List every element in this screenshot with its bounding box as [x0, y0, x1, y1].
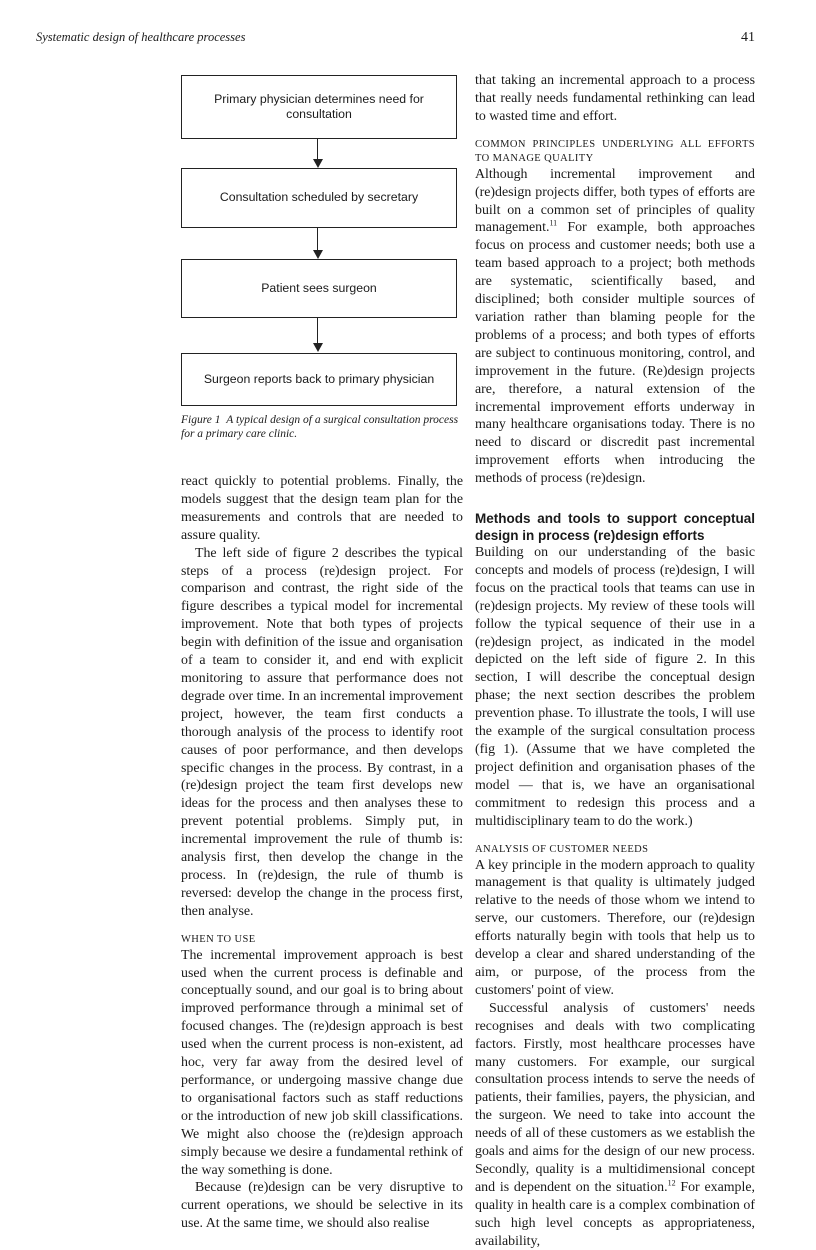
body-paragraph: Building on our understanding of the basic concepts and models of process (re)design, I will focus on the practical tools that teams can use in (re)design projects. My review of these tools will follow the typical sequence of their use in a (re)design project, as indicated in the model depicted on the left side of figure 2. In this section, I will describe the conceptual design phase; the next section describes the problem prevention phase. To illustrate the tools, I will use the example of the surgical consultation process (fig 1). (Assume that we have completed the project definition and organisation phases of the model — that is, we have an organisational commitment to redesign this process and a multidisciplinary team to do the work.): [475, 545, 755, 829]
arrow-head-icon: [313, 343, 323, 352]
flow-arrow-2: [317, 227, 318, 251]
text-span: For example, quality in health care is a complex combination of such high level concepts as appropriateness, availability,: [475, 1179, 755, 1249]
body-paragraph: Because (re)design can be very disruptive to current operations, we should be selective in its use. At the same time, we should also realise: [181, 1180, 463, 1232]
figure-1-caption: [181, 414, 461, 441]
page-number: 41: [741, 30, 755, 45]
subhead-customer-needs: ANALYSIS OF CUSTOMER NEEDS: [475, 843, 649, 855]
body-paragraph: react quickly to potential problems. Finally, the models suggest that the design team plan for the measurements and controls that are needed to assure quality.: [181, 474, 463, 543]
subhead-when-to-use: WHEN TO USE: [181, 933, 256, 945]
section-heading: Methods and tools to support conceptual design in process (re)design efforts: [475, 511, 755, 544]
text-span: Although incremental improvement and (re)design projects differ, both types of efforts are built on a common set of principles of quality management.: [475, 166, 755, 236]
arrow-head-icon: [313, 250, 323, 259]
flow-arrow-1: [317, 138, 318, 160]
left-column: [181, 473, 463, 1233]
body-paragraph: The left side of figure 2 describes the typical steps of a process (re)design project. For comparison and contrast, the right side of the figure describes a typical model for incremental improvement. Note that both types of projects begin with definition of the issue and organisation of a team to consider it, and end with explicit monitoring to assure that performance does not degrade over time. In an incremental improvement project, however, the team first conducts a thorough analysis of the process to identify root causes of poor performance, and then develops specific changes in the process. By contrast, in a (re)design project the team first develops new ideas for the process and then analyses these to prevent potential problems. Simply put, in incremental improvement the rule of thumb is: analysis first, then develop the change in the process. In (re)design, the rule of thumb is reversed: develop the change in the process first, then analyse.: [181, 545, 463, 919]
body-paragraph: The incremental improvement approach is best used when the current process is definable and conceptually sound, and our goal is to bring about improved performance through a minimal set of focused changes. The (re)design approach is best used when the current process is non-existent, ad hoc, very far away from the desired level of performance, or undergoing massive change due to organisational factors such as staff reductions or the introduction of new job skill classifications. We might also choose the (re)design approach simply because we desire a fundamental rethink of the way something is done.: [181, 947, 463, 1178]
flow-box-primary-physician: Primary physician determines need for consultation: [181, 75, 457, 139]
running-head: Systematic design of healthcare processes: [36, 30, 246, 44]
flow-box-patient-sees-surgeon: Patient sees surgeon: [181, 259, 457, 318]
reference-11: 11: [549, 218, 558, 228]
text-span: For example, both approaches focus on process and customer needs; both use a team based approach to a project; both methods are systematic, scientifically based, and disciplined; both consider multiple sources of variation rather than blaming people for the problems of a process; and both types of efforts are subject to continuous monitoring, control, and improvement in the future. (Re)design projects are, therefore, a natural extension of the incremental improvement efforts underway in many healthcare organisations today. There is no need to discard or discredit past incremental improvement efforts when introducing the methods of process (re)design.: [475, 220, 755, 487]
reference-12: 12: [667, 1178, 676, 1188]
body-paragraph: that taking an incremental approach to a process that really needs fundamental rethinking can lead to wasted time and effort.: [475, 73, 755, 124]
body-paragraph: [475, 166, 755, 488]
flow-box-surgeon-reports: Surgeon reports back to primary physician: [181, 353, 457, 406]
flow-box-consultation-scheduled: Consultation scheduled by secretary: [181, 168, 457, 228]
arrow-head-icon: [313, 159, 323, 168]
text-span: Successful analysis of customers' needs recognises and deals with two complicating factors. Firstly, most healthcare processes have many customers. For example, our surgical consultation process intends to serve the needs of patients, their families, payers, the physician, and the surgeon. We need to take into account the needs of all of these customers as we establish the goals and aims for the design of our new process. Secondly, quality is a multidimensional concept and is dependent on the situation.: [475, 1000, 755, 1195]
subhead-common-principles: COMMON PRINCIPLES UNDERLYING ALL EFFORTS TO MANAGE QUALITY: [475, 138, 755, 164]
caption-label: Figure 1: [181, 414, 221, 426]
body-paragraph: [475, 1000, 755, 1250]
right-column: [475, 72, 755, 1250]
flow-arrow-3: [317, 317, 318, 344]
body-paragraph: A key principle in the modern approach to quality management is that quality is ultimately judged relative to the needs of those whom we intend to serve, our customers. Therefore, our (re)design efforts naturally begin with tools that help us to develop a clear and shared understanding of the aim, or purpose, of the process from the customers' point of view.: [475, 857, 755, 998]
caption-text: A typical design of a surgical consultation process for a primary care clinic.: [181, 414, 459, 440]
